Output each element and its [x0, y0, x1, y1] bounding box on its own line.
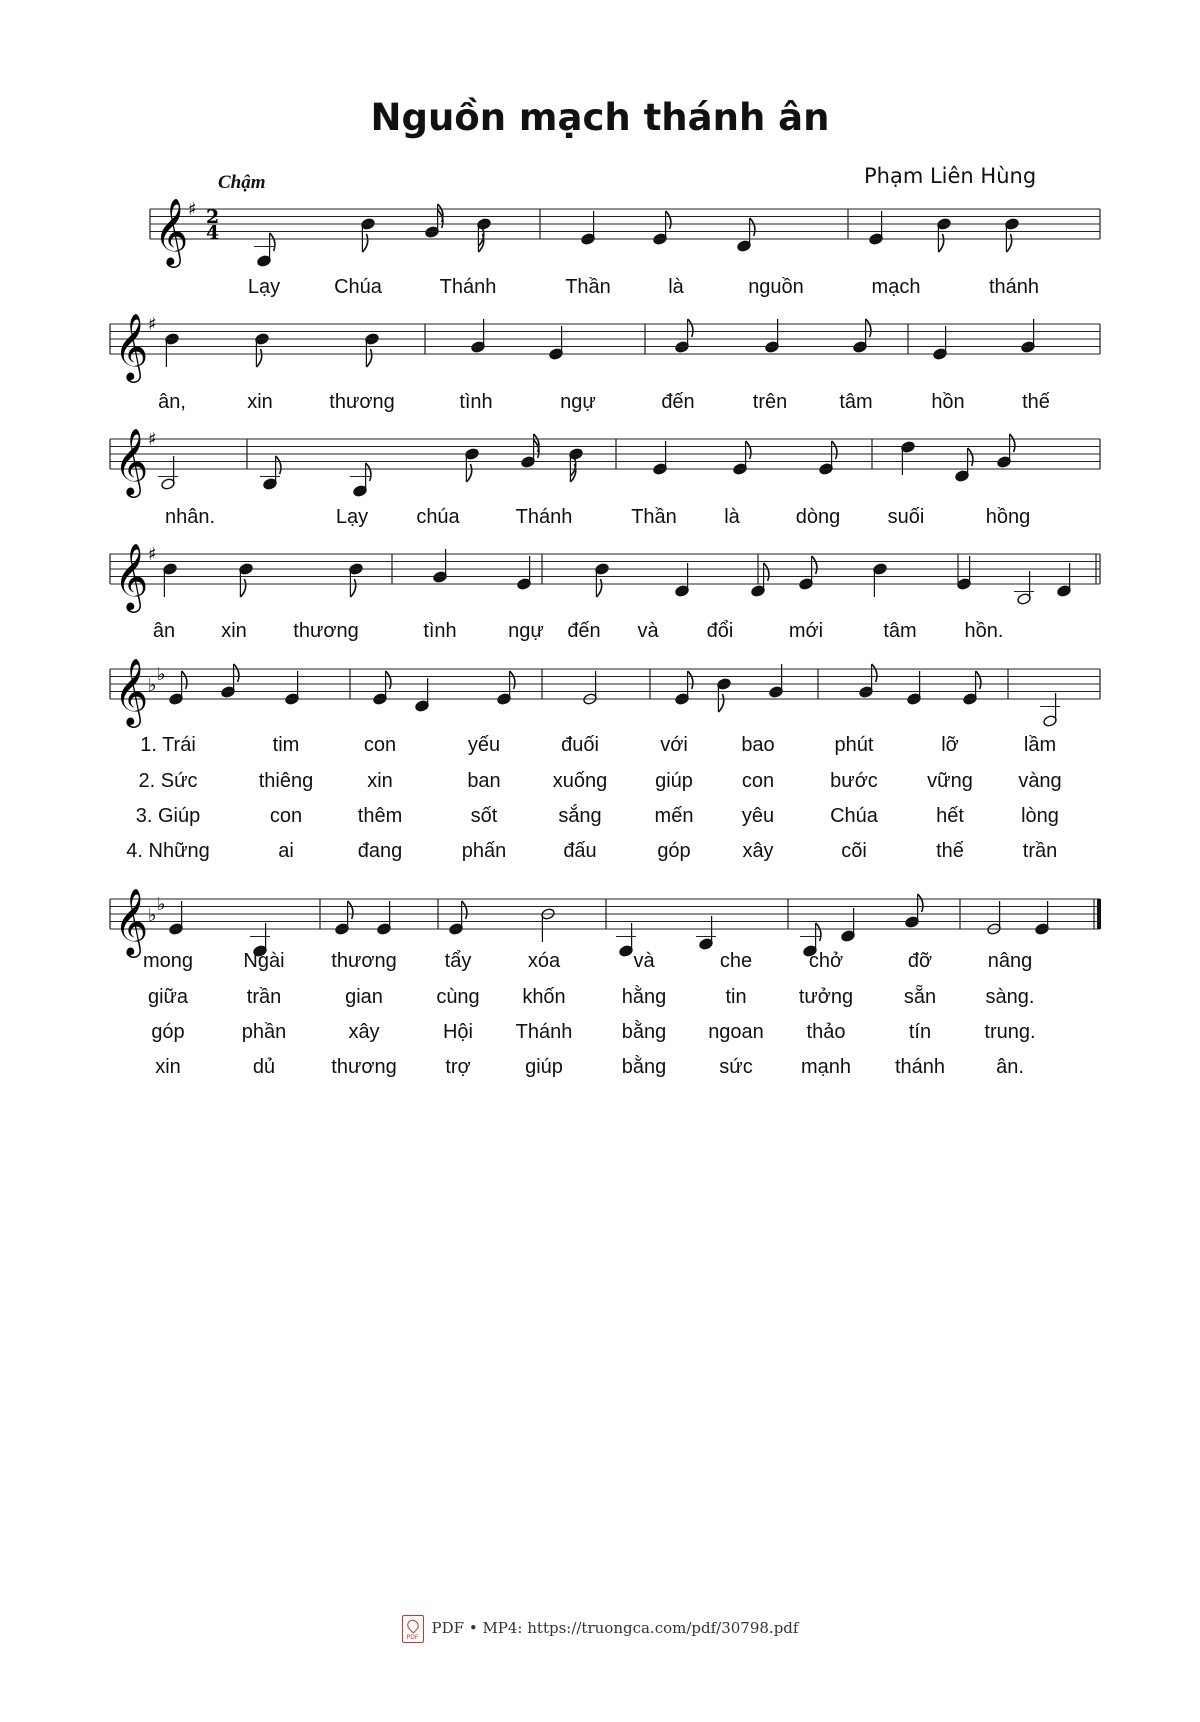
lyric-syllable: đỡ	[907, 950, 933, 972]
lyric-syllable: Thần	[631, 506, 677, 528]
lyric-syllable: mến	[654, 805, 694, 827]
note-flag	[362, 234, 367, 252]
lyric-syllable: mạch	[871, 276, 921, 298]
time-signature-top: 2	[206, 206, 220, 228]
lyric-syllable: cùng	[436, 986, 480, 1008]
verse-b-line-3	[0, 1021, 1200, 1051]
lyric-syllable: thương	[293, 620, 359, 642]
lyric-syllable: đấu	[563, 840, 597, 862]
note-flag	[918, 894, 923, 912]
lyric-syllable: vàng	[1018, 770, 1062, 792]
note-flag	[816, 923, 821, 941]
lyric-syllable: hồn	[931, 391, 965, 413]
lyric-syllable: Lạy	[335, 506, 369, 528]
note-flag	[350, 579, 355, 597]
lyric-syllable: chúa	[416, 506, 460, 528]
lyric-syllable: xuống	[552, 770, 608, 792]
lyric-syllable: con	[741, 770, 775, 792]
verse-a-line-1	[0, 734, 1200, 764]
lyric-syllable: xóa	[527, 950, 561, 972]
lyric-syllable: vững	[927, 770, 973, 792]
lyric-syllable: yêu	[741, 805, 775, 827]
note-flag	[182, 671, 187, 689]
flat-icon: ♭	[157, 664, 166, 685]
lyric-syllable: thiêng	[258, 770, 314, 792]
notes	[254, 204, 1019, 267]
note-flag	[462, 901, 467, 919]
lyric-syllable: sàng.	[985, 986, 1035, 1008]
lyric-syllable: ân	[152, 620, 176, 642]
song-title: Nguồn mạch thánh ân	[370, 96, 830, 139]
lyric-syllable: sắng	[558, 805, 602, 827]
treble-clef-icon: 𝄞	[114, 657, 149, 725]
footer	[0, 1615, 1200, 1643]
lyric-syllable: hồn.	[964, 620, 1004, 642]
staff-system-1	[0, 190, 1200, 270]
refrain-lyrics-1	[0, 276, 1200, 306]
lyric-syllable: Thánh	[439, 276, 497, 298]
lyric-syllable: tâm	[839, 391, 873, 413]
lyric-syllable: hồng	[985, 506, 1031, 528]
note-flag	[240, 579, 245, 597]
lyric-syllable: khốn	[522, 986, 566, 1008]
lyric-syllable: đang	[357, 840, 403, 862]
refrain-lyrics-2	[0, 391, 1200, 421]
note-flag	[750, 218, 755, 236]
lyric-syllable: Ngài	[243, 950, 285, 972]
lyric-syllable: lỡ	[941, 734, 959, 756]
lyric-syllable: xây	[348, 1021, 380, 1043]
lyric-syllable: yếu	[467, 734, 501, 756]
lyric-syllable: Lạy	[247, 276, 281, 298]
lyric-syllable: ân.	[996, 1056, 1024, 1078]
sharp-icon: ♯	[188, 199, 197, 220]
notes	[158, 434, 1015, 497]
staff-system-6	[0, 880, 1200, 960]
lyric-syllable: trần	[1022, 840, 1058, 862]
lyric-syllable: gian	[345, 986, 383, 1008]
flat-icon: ♭	[148, 675, 157, 696]
lyric-syllable: và	[637, 620, 659, 642]
note-flag	[466, 464, 471, 482]
lyric-syllable: là	[724, 506, 740, 528]
note-flag	[596, 579, 601, 597]
flat-icon: ♭	[148, 905, 157, 926]
lyric-syllable: sức	[719, 1056, 753, 1078]
lyric-syllable: xin	[247, 391, 273, 413]
lyric-syllable: giữa	[147, 986, 189, 1008]
lyric-syllable: ai	[278, 840, 294, 862]
lyric-syllable: Hội	[442, 1021, 474, 1043]
lyric-syllable: nguồn	[748, 276, 804, 298]
lyric-syllable: xây	[742, 840, 774, 862]
lyric-syllable: hết	[936, 805, 964, 827]
lyric-syllable: tin	[725, 986, 747, 1008]
note-flag	[256, 349, 261, 367]
lyric-syllable: phút	[834, 734, 874, 756]
lyric-syllable: thế	[1022, 391, 1050, 413]
lyric-syllable: 4. Những	[126, 840, 210, 862]
lyric-syllable: dòng	[795, 506, 841, 528]
verse-b-line-1	[0, 950, 1200, 980]
note-flag	[968, 448, 973, 466]
lyric-syllable: ngự	[508, 620, 544, 642]
final-barline	[1097, 899, 1101, 929]
lyric-syllable: với	[660, 734, 688, 756]
lyric-syllable: sốt	[470, 805, 498, 827]
lyric-syllable: trung.	[984, 1021, 1036, 1043]
pdf-file-icon	[402, 1615, 424, 1643]
refrain-lyrics-4	[0, 620, 1200, 650]
lyric-syllable: xin	[221, 620, 247, 642]
note-flag	[366, 349, 371, 367]
lyric-syllable: cõi	[841, 840, 867, 862]
verse-a-line-4	[0, 840, 1200, 870]
note-flag	[386, 671, 391, 689]
note-flag	[270, 233, 275, 251]
note-flag	[1010, 434, 1015, 452]
staff-system-5	[0, 650, 1200, 730]
lyric-syllable: hằng	[621, 986, 667, 1008]
sharp-icon: ♯	[148, 429, 157, 450]
verse-a-line-2	[0, 770, 1200, 800]
lyric-syllable: tình	[459, 391, 493, 413]
lyric-syllable: giúp	[655, 770, 693, 792]
notes	[169, 664, 1060, 727]
lyric-syllable: nhân.	[164, 506, 216, 528]
lyric-syllable: thảo	[806, 1021, 846, 1043]
staff-system-3	[0, 420, 1200, 500]
note-flag	[866, 319, 871, 337]
lyric-syllable: chở	[808, 950, 844, 972]
verse-b-line-4	[0, 1056, 1200, 1086]
note-flag	[1006, 234, 1011, 252]
lyric-syllable: 2. Sức	[138, 770, 198, 792]
lyric-syllable: ngự	[560, 391, 596, 413]
lyric-syllable: mong	[142, 950, 194, 972]
staff-system-4	[0, 535, 1200, 615]
lyric-syllable: nâng	[987, 950, 1033, 972]
lyric-syllable: góp	[151, 1021, 185, 1043]
lyric-syllable: tín	[908, 1021, 932, 1043]
lyric-syllable: Thánh	[515, 1021, 573, 1043]
lyric-syllable: bằng	[621, 1056, 667, 1078]
notes	[165, 319, 1036, 367]
note-flag	[234, 664, 239, 682]
sharp-icon: ♯	[148, 544, 157, 565]
lyric-syllable: phần	[241, 1021, 287, 1043]
treble-clef-icon: 𝄞	[114, 542, 149, 610]
lyric-syllable: đổi	[706, 620, 734, 642]
note-flag	[938, 234, 943, 252]
lyric-syllable: trần	[246, 986, 282, 1008]
footer-link[interactable]: PDF • MP4: https://truongca.com/pdf/30798.pdf	[431, 1619, 799, 1637]
verse-b-line-2	[0, 986, 1200, 1016]
composer-name: Phạm Liên Hùng	[864, 164, 1037, 188]
note-flag	[718, 694, 723, 712]
lyric-syllable: trên	[752, 391, 788, 413]
lyric-syllable: lầm	[1023, 734, 1057, 756]
flat-icon: ♭	[157, 894, 166, 915]
lyric-syllable: đến	[661, 391, 695, 413]
treble-clef-icon: 𝄞	[114, 427, 149, 495]
note-flag	[366, 463, 371, 481]
note-flag	[976, 671, 981, 689]
lyric-syllable: đến	[567, 620, 601, 642]
lyric-syllable: đuối	[561, 734, 599, 756]
lyric-syllable: Thần	[565, 276, 611, 298]
lyric-syllable: bằng	[621, 1021, 667, 1043]
note-flag	[688, 319, 693, 337]
lyric-syllable: thương	[331, 1056, 397, 1078]
treble-clef-icon: 𝄞	[154, 197, 189, 265]
lyric-syllable: phấn	[461, 840, 507, 862]
note-flag	[764, 563, 769, 581]
lyric-syllable: thương	[329, 391, 395, 413]
lyric-syllable: trợ	[445, 1056, 471, 1078]
lyric-syllable: bước	[830, 770, 878, 792]
lyric-syllable: con	[269, 805, 303, 827]
lyric-syllable: thế	[936, 840, 964, 862]
note-flag	[688, 671, 693, 689]
staff-system-2	[0, 305, 1200, 385]
time-signature-bottom: 4	[206, 222, 220, 244]
notes	[163, 549, 1072, 605]
lyric-syllable: Chúa	[334, 276, 382, 298]
treble-clef-icon: 𝄞	[114, 887, 149, 955]
lyric-syllable: bao	[741, 734, 775, 756]
lyric-syllable: tâm	[883, 620, 917, 642]
note-flag	[276, 456, 281, 474]
note-flag	[510, 671, 515, 689]
lyric-syllable: giúp	[525, 1056, 563, 1078]
note-flag	[348, 901, 353, 919]
lyric-syllable: mới	[788, 620, 824, 642]
tempo-marking: Chậm	[218, 172, 266, 193]
lyric-syllable: tình	[423, 620, 457, 642]
lyric-syllable: tim	[272, 734, 300, 756]
lyric-syllable: thêm	[357, 805, 403, 827]
lyric-syllable: Thánh	[515, 506, 573, 528]
lyric-syllable: thương	[331, 950, 397, 972]
lyric-syllable: suối	[887, 506, 925, 528]
lyric-syllable: ban	[467, 770, 501, 792]
note-flag	[872, 664, 877, 682]
lyric-syllable: ngoan	[708, 1021, 764, 1043]
lyric-syllable: che	[719, 950, 753, 972]
lyric-syllable: mạnh	[800, 1056, 852, 1078]
lyric-syllable: 1. Trái	[140, 734, 196, 756]
lyric-syllable: góp	[657, 840, 691, 862]
lyric-syllable: tẩy	[444, 950, 472, 972]
refrain-lyrics-3	[0, 506, 1200, 536]
sharp-icon: ♯	[148, 314, 157, 335]
note-flag	[666, 211, 671, 229]
lyric-syllable: sẵn	[903, 986, 937, 1008]
lyric-syllable: xin	[155, 1056, 181, 1078]
notes	[169, 894, 1050, 957]
note-flag	[746, 441, 751, 459]
note-flag	[812, 556, 817, 574]
lyric-syllable: ân,	[158, 391, 186, 413]
lyric-syllable: xin	[367, 770, 393, 792]
lyric-syllable: con	[363, 734, 397, 756]
lyric-syllable: tưởng	[798, 986, 854, 1008]
lyric-syllable: thánh	[988, 276, 1040, 298]
lyric-syllable: dủ	[252, 1056, 276, 1078]
lyric-syllable: lòng	[1021, 805, 1059, 827]
verse-a-line-3	[0, 805, 1200, 835]
lyric-syllable: 3. Giúp	[135, 805, 201, 827]
lyric-syllable: và	[633, 950, 655, 972]
note-flag	[832, 441, 837, 459]
lyric-syllable: Chúa	[830, 805, 878, 827]
lyric-syllable: là	[668, 276, 684, 298]
lyric-syllable: thánh	[894, 1056, 946, 1078]
treble-clef-icon: 𝄞	[114, 312, 149, 380]
